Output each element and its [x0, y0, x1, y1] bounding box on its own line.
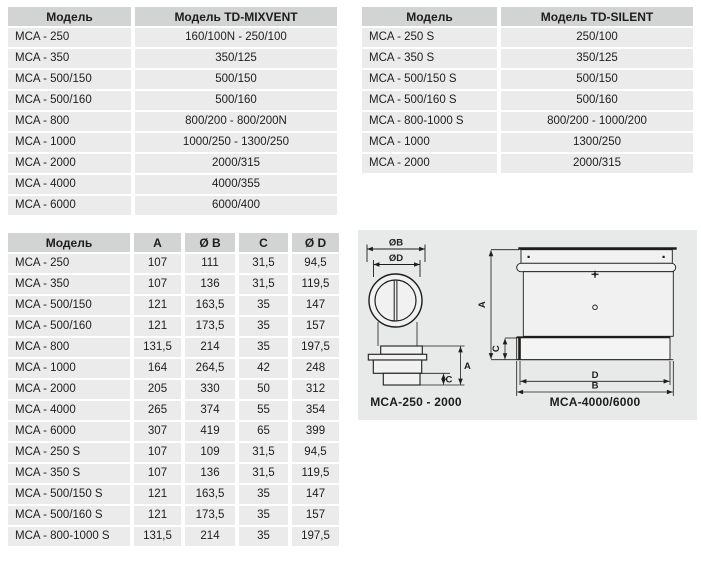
table-cell: 350/125 — [135, 49, 337, 68]
unit-body — [523, 272, 673, 337]
rivet-left — [528, 256, 530, 258]
table-cell: 214 — [185, 527, 235, 546]
table-row — [362, 28, 693, 47]
dim-label-od: ØD — [388, 253, 404, 264]
dim-label-c-left: C — [445, 374, 453, 386]
table-cell: 31,5 — [239, 275, 288, 294]
table-row — [8, 49, 337, 68]
table-cell: MCA - 800 — [8, 338, 130, 357]
table-row — [8, 380, 339, 399]
table-row — [362, 154, 693, 173]
side-view-flange — [368, 354, 426, 360]
table-cell: 160/100N - 250/100 — [135, 28, 337, 47]
table-cell: 500/150 — [135, 70, 337, 89]
unit-base — [517, 337, 670, 359]
table-cell: 121 — [134, 506, 181, 525]
side-view-spigot — [383, 373, 420, 385]
table-cell: MCA - 250 S — [362, 28, 497, 47]
table-cell: MCA - 500/160 — [8, 91, 131, 110]
table-row — [362, 49, 693, 68]
table-cell: 119,5 — [292, 464, 339, 483]
table-cell: 307 — [134, 422, 181, 441]
table-cell: MCA - 800 — [8, 112, 131, 131]
table-cell: 107 — [134, 443, 181, 462]
table-cell: 50 — [239, 380, 288, 399]
table-header-row — [362, 7, 693, 26]
table-cell: 107 — [134, 275, 181, 294]
table-cell: MCA - 500/160 S — [8, 506, 130, 525]
table-cell: MCA - 800-1000 S — [8, 527, 130, 546]
table-cell: 419 — [185, 422, 235, 441]
table-cell: 35 — [239, 527, 288, 546]
table-cell: 330 — [185, 380, 235, 399]
unit-base-left-band — [518, 337, 521, 359]
column-header: Модель — [362, 7, 497, 26]
rivet-right — [663, 256, 665, 258]
table-cell: 136 — [185, 275, 235, 294]
table-cell: 42 — [239, 359, 288, 378]
table-cell: 800/200 - 800/200N — [135, 112, 337, 131]
table-cell: 164 — [134, 359, 181, 378]
table-cell: 500/160 — [501, 91, 693, 110]
table-row — [8, 154, 337, 173]
table-cell: 109 — [185, 443, 235, 462]
table-cell: MCA - 500/150 — [8, 70, 131, 89]
table-cell: MCA - 800-1000 S — [362, 112, 497, 131]
column-header: C — [239, 233, 288, 252]
table-row — [8, 296, 339, 315]
dim-label-ob: ØB — [388, 237, 404, 249]
caption-mca-4000-6000: MCA-4000/6000 — [549, 395, 641, 409]
table-row — [8, 443, 339, 462]
table-cell: MCA - 500/160 S — [362, 91, 497, 110]
unit-bead — [517, 263, 676, 271]
column-header: Модель — [8, 7, 131, 26]
table-cell: 119,5 — [292, 275, 339, 294]
side-view-body — [373, 360, 421, 373]
table-cell: 500/150 — [501, 70, 693, 89]
table-cell: 157 — [292, 317, 339, 336]
table-cell: 350/125 — [501, 49, 693, 68]
table-cell: 157 — [292, 506, 339, 525]
damper-side-view — [368, 346, 426, 385]
side-view-top — [381, 346, 423, 354]
table-cell: 4000/355 — [135, 175, 337, 194]
column-header: Ø B — [185, 233, 235, 252]
table-cell: MCA - 2000 — [8, 380, 130, 399]
table-cell: 163,5 — [185, 485, 235, 504]
table-cell: MCA - 6000 — [8, 422, 130, 441]
view-mca-4000-6000 — [477, 249, 677, 410]
table-cell: 147 — [292, 485, 339, 504]
table-cell: MCA - 500/160 — [8, 317, 130, 336]
table-cell: 65 — [239, 422, 288, 441]
table-cell: 147 — [292, 296, 339, 315]
dimension-a-left — [420, 346, 465, 385]
table-cell: 6000/400 — [135, 196, 337, 215]
dimension-diagram-panel — [358, 230, 697, 420]
table-cell: MCA - 4000 — [8, 401, 130, 420]
table-cell: 250/100 — [501, 28, 693, 47]
table-row — [8, 133, 337, 152]
table-cell: MCA - 350 S — [362, 49, 497, 68]
table-td-mixvent — [8, 7, 337, 217]
table-cell: 800/200 - 1000/200 — [501, 112, 693, 131]
table-cell: MCA - 1000 — [8, 133, 131, 152]
table-cell: MCA - 2000 — [362, 154, 497, 173]
table-cell: MCA - 350 S — [8, 464, 130, 483]
table-row — [8, 175, 337, 194]
table-cell: 248 — [292, 359, 339, 378]
table-cell: 265 — [134, 401, 181, 420]
table-row — [8, 506, 339, 525]
table-cell: MCA - 350 — [8, 275, 130, 294]
table-cell: 35 — [239, 317, 288, 336]
table-td-silent — [362, 7, 693, 175]
dim-label-d: D — [591, 370, 599, 381]
table-cell: 94,5 — [292, 443, 339, 462]
table-cell: 131,5 — [134, 527, 181, 546]
table-cell: 500/160 — [135, 91, 337, 110]
dimension-c-right — [505, 338, 517, 359]
caption-mca-250-2000: MCA-250 - 2000 — [370, 395, 462, 409]
dim-label-a-right: A — [477, 301, 488, 309]
table-cell: MCA - 250 — [8, 254, 130, 273]
table-cell: 107 — [134, 254, 181, 273]
column-header: Ø D — [292, 233, 339, 252]
table-row — [362, 70, 693, 89]
table-cell: MCA - 1000 — [8, 359, 130, 378]
table-cell: 131,5 — [134, 338, 181, 357]
table-cell: 111 — [185, 254, 235, 273]
table-row — [8, 275, 339, 294]
table-cell: 35 — [239, 485, 288, 504]
table-cell: 121 — [134, 485, 181, 504]
damper-inner-circle — [375, 280, 416, 321]
table-cell: 31,5 — [239, 443, 288, 462]
table-cell: MCA - 250 S — [8, 443, 130, 462]
table-cell: 163,5 — [185, 296, 235, 315]
dim-label-b: B — [591, 380, 599, 392]
table-row — [8, 401, 339, 420]
technical-drawing — [358, 230, 697, 420]
table-cell: 35 — [239, 506, 288, 525]
table-row — [8, 485, 339, 504]
table-cell: 136 — [185, 464, 235, 483]
table-cell: 1300/250 — [501, 133, 693, 152]
table-header-row — [8, 233, 339, 252]
table-row — [8, 338, 339, 357]
table-cell: 31,5 — [239, 464, 288, 483]
front-side-view-mca-250-2000 — [367, 238, 471, 410]
table-cell: MCA - 4000 — [8, 175, 131, 194]
table-cell: MCA - 500/150 S — [362, 70, 497, 89]
table-cell: MCA - 1000 — [362, 133, 497, 152]
table-cell: 2000/315 — [135, 154, 337, 173]
table-cell: 1000/250 - 1300/250 — [135, 133, 337, 152]
table-cell: 121 — [134, 296, 181, 315]
table-cell: MCA - 2000 — [8, 154, 131, 173]
table-cell: 399 — [292, 422, 339, 441]
table-row — [8, 422, 339, 441]
table-row — [8, 527, 339, 546]
table-row — [362, 112, 693, 131]
table-cell: 121 — [134, 317, 181, 336]
table-cell: 214 — [185, 338, 235, 357]
table-cell: MCA - 500/150 S — [8, 485, 130, 504]
dim-label-c-right: C — [491, 345, 502, 353]
table-cell: 2000/315 — [501, 154, 693, 173]
table-row — [8, 91, 337, 110]
table-row — [8, 112, 337, 131]
dim-label-a-left: A — [464, 361, 471, 372]
unit-flange — [521, 250, 672, 264]
table-cell: MCA - 350 — [8, 49, 131, 68]
table-row — [8, 464, 339, 483]
table-row — [8, 317, 339, 336]
table-cell: 35 — [239, 296, 288, 315]
table-cell: MCA - 250 — [8, 28, 131, 47]
table-cell: 94,5 — [292, 254, 339, 273]
table-cell: 197,5 — [292, 527, 339, 546]
table-cell: 31,5 — [239, 254, 288, 273]
table-cell: MCA - 500/150 — [8, 296, 130, 315]
table-row — [8, 196, 337, 215]
table-cell: 197,5 — [292, 338, 339, 357]
column-header: Модель TD-SILENT — [501, 7, 693, 26]
column-header: Модель — [8, 233, 130, 252]
column-header: A — [134, 233, 181, 252]
table-row — [362, 91, 693, 110]
table-cell: 312 — [292, 380, 339, 399]
table-row — [8, 70, 337, 89]
table-cell: 35 — [239, 338, 288, 357]
table-cell: 173,5 — [185, 317, 235, 336]
table-cell: 374 — [185, 401, 235, 420]
table-row — [8, 28, 337, 47]
table-header-row — [8, 7, 337, 26]
table-row — [362, 133, 693, 152]
table-cell: 173,5 — [185, 506, 235, 525]
table-dimensions — [8, 233, 339, 548]
table-cell: 205 — [134, 380, 181, 399]
table-cell: MCA - 6000 — [8, 196, 131, 215]
column-header: Модель TD-MIXVENT — [135, 7, 337, 26]
table-row — [8, 254, 339, 273]
table-cell: 107 — [134, 464, 181, 483]
table-cell: 354 — [292, 401, 339, 420]
table-row — [8, 359, 339, 378]
table-cell: 55 — [239, 401, 288, 420]
table-cell: 264,5 — [185, 359, 235, 378]
